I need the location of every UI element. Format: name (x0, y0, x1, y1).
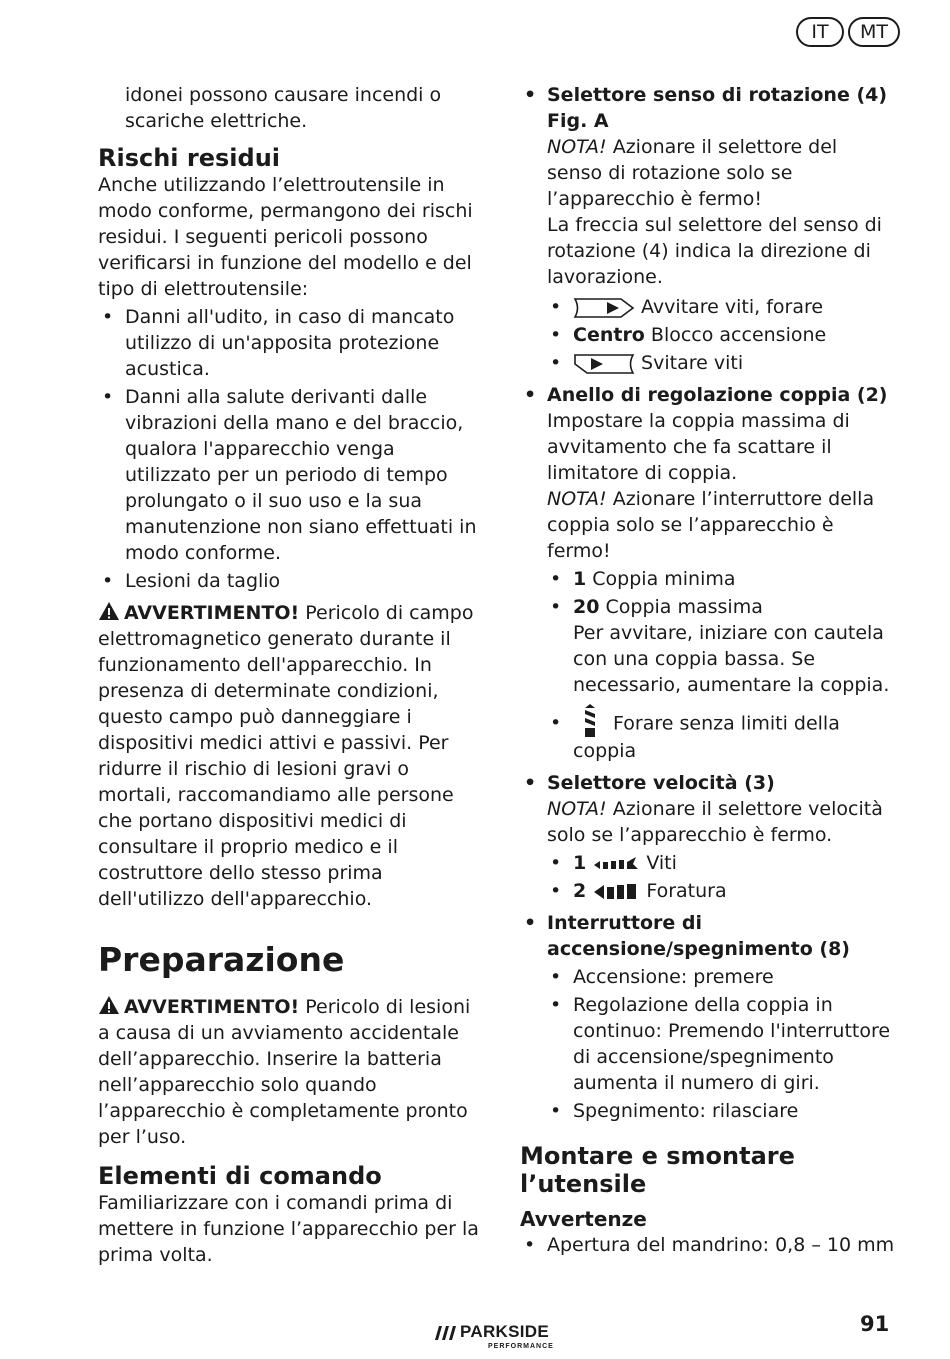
coppia-min-num: 1 (573, 568, 587, 590)
list-item: • Danni all'udito, in caso di mancato utilizzo di un'apposita protezione acustica. (98, 304, 482, 382)
warning-label: AVVERTIMENTO! (124, 602, 300, 624)
coppia-min-text: Coppia minima (592, 568, 736, 590)
page-number: 91 (860, 1312, 890, 1336)
coppia-hint: Per avvitare, iniziare con cautela con una coppia bassa. Se necessario, aumentare la coppia. (573, 622, 890, 696)
warning-paragraph-2 (98, 994, 482, 1150)
arrow-reverse-icon (573, 353, 635, 375)
intro-text: idonei possono causare incendi o scariche elettriche. (125, 84, 442, 132)
list-item (520, 350, 896, 376)
vel-2-text: Foratura (646, 880, 727, 902)
centro-text: Blocco accensione (650, 324, 827, 346)
speed-1-icon (592, 855, 640, 873)
brand-name: PARKSIDE (460, 1322, 549, 1341)
arrow-forward-icon (573, 297, 635, 319)
nota-label: NOTA! (547, 798, 607, 820)
coppia-drill-text: Forare senza limiti della coppia (573, 712, 840, 762)
elementi-body: Familiarizzare con i comandi prima di mettere in funzione l’apparecchio per la prima volta. (98, 1192, 479, 1266)
centro-label: Centro (573, 324, 645, 346)
speed-2-icon (592, 882, 640, 902)
note-text: Azionare il selettore del senso di rotazione solo se l’apparecchio è fermo! (547, 136, 838, 210)
brand-subtitle: PERFORMANCE (488, 1343, 554, 1350)
list-item: • Regolazione della coppia in continuo: Premendo l'interruttore di accensione/spegnimento aumenta il numero di giri. (520, 992, 896, 1096)
switch-title: • Interruttore di accensione/spegnimento (8) (520, 910, 896, 962)
section-title-montare: Montare e smontare l’utensile (520, 1142, 795, 1198)
vel-note (520, 796, 896, 848)
list-item (520, 294, 896, 320)
list-item (520, 850, 896, 876)
warning-label: AVVERTIMENTO! (124, 996, 300, 1018)
drill-bit-icon (573, 704, 607, 738)
nota-label: NOTA! (547, 136, 607, 158)
warning-paragraph-1 (98, 600, 482, 912)
sel-rot-body: La freccia sul selettore del senso di rotazione (4) indica la direzione di lavorazione. (547, 214, 882, 288)
list-item: • Accensione: premere (520, 964, 896, 990)
chapter-title-preparazione: Preparazione (98, 940, 345, 979)
sel-rot-title: • Selettore senso di rotazione (4) Fig. A (520, 82, 896, 134)
rischi-body: Anche utilizzando l’elettroutensile in modo conforme, permangono dei rischi residui. I seguenti pericoli possono verificarsi in funzione del modello e del tipo di elettroutensile: (98, 174, 473, 300)
coppia-body: Impostare la coppia massima di avvitamento che fa scattare il limitatore di coppia. (547, 410, 850, 484)
section-title-elementi: Elementi di comando (98, 1162, 382, 1190)
list-item (520, 878, 896, 904)
right-column (520, 82, 896, 1258)
vel-1-text: Viti (646, 852, 677, 874)
subsection-title-avvertenze: Avvertenze (520, 1207, 647, 1231)
list-item: • Danni alla salute derivanti dalle vibrazioni della mano e del braccio, qualora l'apparecchio venga utilizzato per un periodo di tempo prolungato o il suo uso e la sua manutenzione non siano effettuati in modo conforme. (98, 384, 482, 566)
rot-fwd-text: Avvitare viti, forare (641, 296, 824, 318)
list-item (520, 322, 896, 348)
warning-triangle-icon (98, 995, 120, 1015)
coppia-max-text: Coppia massima (605, 596, 763, 618)
coppia-note (520, 486, 896, 564)
list-item (520, 710, 896, 764)
note-text: Azionare l’interruttore della coppia solo se l’apparecchio è fermo! (547, 488, 875, 562)
parkside-logo (430, 1322, 582, 1352)
list-item: • Spegnimento: rilasciare (520, 1098, 896, 1124)
list-item: • Apertura del mandrino: 0,8 – 10 mm (520, 1232, 896, 1258)
rot-rev-text: Svitare viti (641, 352, 744, 374)
note-text: Azionare il selettore velocità solo se l’apparecchio è fermo. (547, 798, 883, 846)
left-column (98, 82, 482, 1268)
list-item: • Lesioni da taglio (98, 568, 482, 594)
vel-title: • Selettore velocità (3) (520, 770, 896, 796)
list-item (520, 566, 896, 592)
lang-badge-it: IT (796, 17, 844, 47)
coppia-max-num: 20 (573, 596, 600, 618)
nota-label: NOTA! (547, 488, 607, 510)
vel-2-num: 2 (573, 880, 587, 902)
coppia-title: • Anello di regolazione coppia (2) (520, 382, 896, 408)
list-item (520, 594, 896, 620)
warning-text: Pericolo di campo elettromagnetico generato durante il funzionamento dell'apparecchio. In presenza di determinate condizioni, questo campo può danneggiare i dispositivi medici attivi e passivi. Per ridurre il rischio di lesioni gravi o mortali, raccomandiamo alle persone che portano dispositivi medici di consultare il proprio medico e il costruttore dello stesso prima dell'utilizzo dell'apparecchio. (98, 602, 474, 910)
vel-1-num: 1 (573, 852, 587, 874)
warning-text: Pericolo di lesioni a causa di un avviamento accidentale dell’apparecchio. Inserire la batteria nell’apparecchio solo quando l’apparecchio è completamente pronto per l’uso. (98, 996, 471, 1148)
section-title-rischi: Rischi residui (98, 144, 281, 172)
sel-rot-note (520, 134, 896, 212)
warning-triangle-icon (98, 601, 120, 621)
lang-badge-mt: MT (848, 17, 900, 47)
